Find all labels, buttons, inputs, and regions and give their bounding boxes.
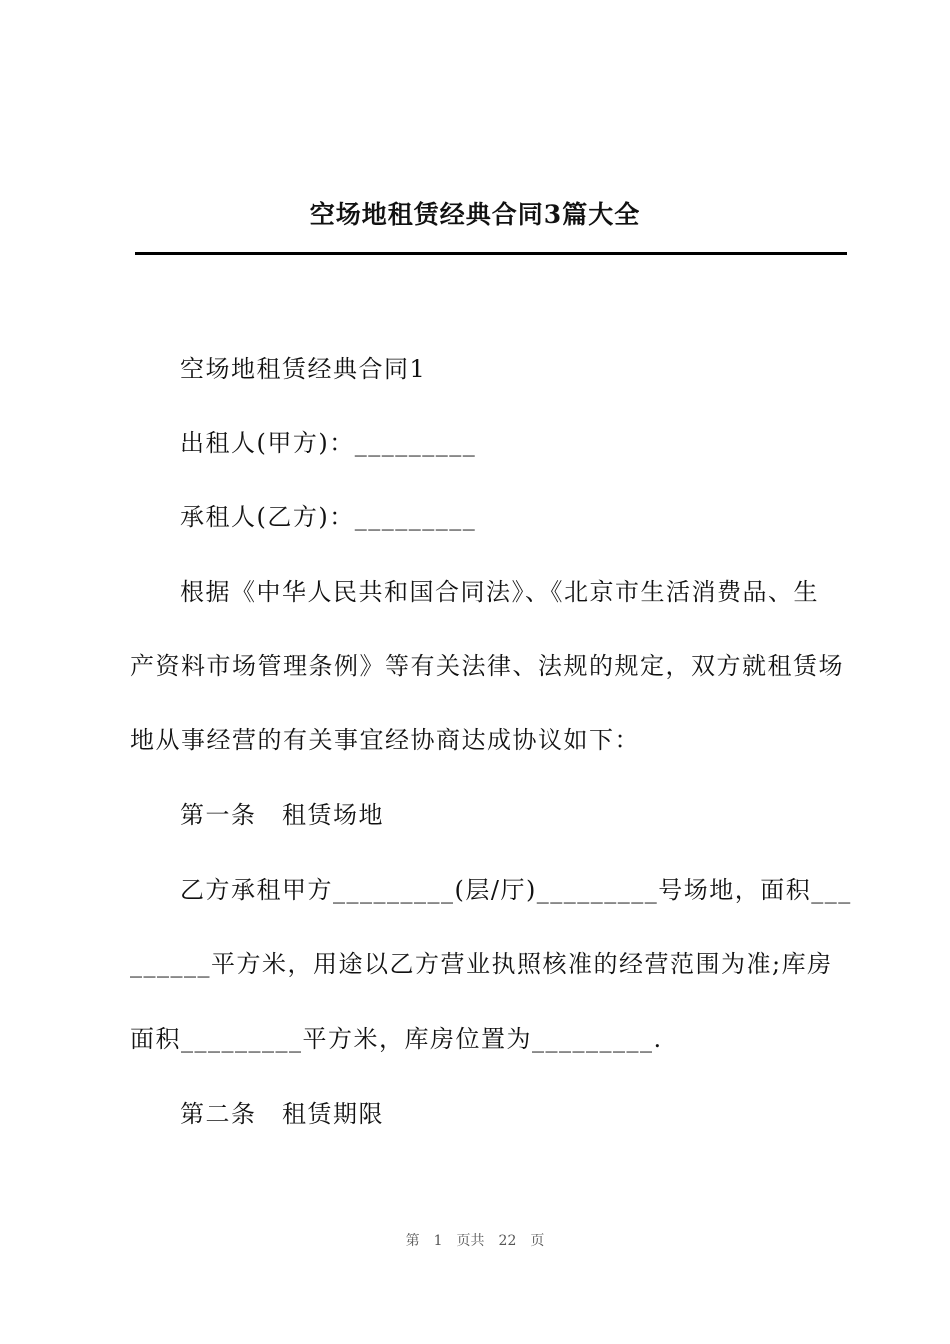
title-divider bbox=[135, 252, 847, 255]
article-1-line-2: ______平方米，用途以乙方营业执照核准的经营范围为准;库房 bbox=[130, 950, 833, 978]
article-1-line-1: 乙方承租甲方_________(层/厅)_________号场地，面积___ bbox=[180, 876, 852, 904]
page-footer: 第 1 页共 22 页 bbox=[405, 1233, 545, 1249]
article-2-heading: 第二条 租赁期限 bbox=[180, 1100, 384, 1128]
lessee-line: 承租人(乙方)：_________ bbox=[180, 503, 477, 531]
lessor-line: 出租人(甲方)：_________ bbox=[180, 429, 477, 457]
preamble-line-2: 产资料市场管理条例》等有关法律、法规的规定，双方就租赁场 bbox=[130, 652, 844, 680]
article-1-line-3: 面积_________平方米，库房位置为_________. bbox=[130, 1025, 663, 1053]
preamble-line-1: 根据《中华人民共和国合同法》、《北京市生活消费品、生 bbox=[180, 578, 819, 606]
preamble-line-3: 地从事经营的有关事宜经协商达成协议如下： bbox=[130, 726, 640, 754]
section-heading-contract-1: 空场地租赁经典合同1 bbox=[180, 355, 427, 383]
document-title: 空场地租赁经典合同3篇大全 bbox=[309, 200, 641, 229]
article-1-heading: 第一条 租赁场地 bbox=[180, 801, 384, 829]
